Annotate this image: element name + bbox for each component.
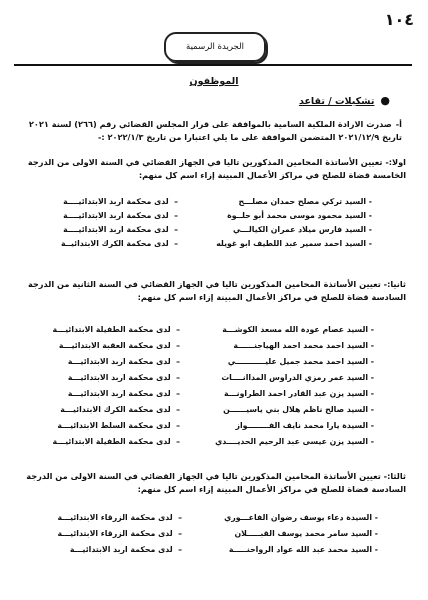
sub-section-title — [299, 94, 390, 107]
section-title: الموظفون — [189, 76, 239, 87]
judge-name: - السيد يزن عبد القادر احمد الطراونـــة — [223, 389, 374, 398]
intro-paragraph — [18, 118, 402, 144]
judge-name: - السيد محمود موسى محمد أبو حلــوة — [227, 211, 372, 220]
list-item — [0, 196, 428, 208]
group-heading: اولا:- تعيين الأساتذة المحامين المذكورين تاليا في الجهاز القضائي في السنة الاولى من الدرجة الخامسة قضاة للصلح في مراكز الأعمال المبينة إزاء اسم كل منهم: — [27, 157, 406, 180]
intro-prefix: أ- — [395, 119, 402, 129]
judge-name: - السيدة دعاء يوسف رضوان الفاعـــوري — [224, 513, 378, 522]
judge-name: - السيد احمد محمد جميل عليـــــــــــي — [227, 357, 374, 366]
list-item — [0, 404, 428, 416]
list-item — [0, 528, 428, 540]
judge-name: - السيد فارس ميلاد عمران الكيالـــي — [232, 225, 372, 234]
list-item — [0, 224, 428, 236]
court-name: – لدى محكمة الزرقاء الابتدائيـــة — [57, 528, 182, 540]
court-name: – لدى محكمة اربد الابتدائيــــة — [63, 224, 178, 236]
list-item — [0, 356, 428, 368]
court-name: – لدى محكمة الزرقاء الابتدائيـــة — [57, 512, 182, 524]
court-name: – لدى محكمة اربد الابتدائيـــة — [68, 372, 180, 384]
sub-section-label: تشكيلات / تقاعد — [298, 96, 375, 107]
court-name: – لدى محكمة اربد الابتدائيـــة — [68, 388, 180, 400]
court-name: – لدى محكمة اربد الابتدائيـــة — [68, 356, 180, 368]
page-number: ١٠٤ — [384, 10, 414, 29]
bullet-icon: ● — [380, 94, 390, 107]
intro-text: صدرت الارادة الملكية السامية بالموافقة على قرار المجلس القضائي رقم (٢٦٦) لسنة ٢٠٢١ تاريخ ٢٠٢١/١٢/٩ المتضمن الموافقة على ما يلي اعتبارا من تاريخ ٢٠٢٢/١/٣ :- — [28, 119, 402, 142]
group-heading: ثانيا:- تعيين الأساتذة المحامين المذكورين تاليا في الجهاز القضائي في السنة الثانية من الدرجة السادسة قضاة للصلح في مراكز الأعمال المبينة إزاء اسم كل منهم: — [27, 279, 406, 302]
list-item — [0, 436, 428, 448]
judge-name: - السيد يزن عيسى عبد الرحيم الحديــــدي — [215, 437, 374, 446]
list-item — [0, 388, 428, 400]
list-item — [0, 420, 428, 432]
judge-name: - السيد عصام عودة الله مسعد الكوشـــة — [222, 325, 374, 334]
judge-name: - السيد تركي مصلح حمدان مصلـــح — [238, 197, 372, 206]
header-divider — [14, 64, 412, 66]
court-name: – لدى محكمة اربد الابتدائيــــة — [63, 210, 178, 222]
judge-name: - السيد احمد محمد احمد الهياجنــــــة — [233, 341, 374, 350]
group-heading: ثالثا:- تعيين الأساتذة المحامين المذكورين تاليا في الجهاز القضائي في السنة الاولى من الدرجة السادسة قضاة للصلح في مراكز الأعمال المبينة إزاء اسم كل منهم: — [26, 471, 406, 494]
court-name: – لدى محكمة الطفيلة الابتدائيـــة — [53, 436, 181, 448]
list-item — [0, 210, 428, 222]
judge-name: - السيد صالح ناظم هلال بني ياسيــــــن — [223, 405, 374, 414]
judge-name: - السيدة يارا محمد نايف الفــــــــواز — [235, 421, 374, 430]
list-item — [0, 340, 428, 352]
court-name: – لدى محكمة اربد الابتدائيــــة — [63, 196, 178, 208]
list-item — [0, 544, 428, 556]
court-name: – لدى محكمة الكرك الابتدائيــة — [61, 238, 178, 250]
court-name: – لدى محكمة الكرك الابتدائيـــة — [60, 404, 180, 416]
judge-name: - السيد احمد سمير عبد اللطيف ابو غويله — [216, 239, 372, 248]
court-name: – لدى محكمة العقبة الابتدائيـــة — [59, 340, 180, 352]
court-name: – لدى محكمة السلط الابتدائيـــة — [57, 420, 180, 432]
list-item — [0, 512, 428, 524]
publication-header: الجريدة الرسمية — [164, 32, 266, 62]
list-item — [0, 372, 428, 384]
list-item — [0, 238, 428, 250]
judge-name: - السيد محمد عبد الله عواد الرواحنـــــة — [228, 545, 378, 554]
court-name: – لدى محكمة اربد الابتدائيـــة — [70, 544, 182, 556]
court-name: – لدى محكمة الطفيلة الابتدائيـــة — [53, 324, 181, 336]
list-item — [0, 324, 428, 336]
judge-name: - السيد عمر رمزي الدراوس المداانــــات — [221, 373, 374, 382]
judge-name: - السيد سامر محمد يوسف القبـــــلان — [234, 529, 378, 538]
